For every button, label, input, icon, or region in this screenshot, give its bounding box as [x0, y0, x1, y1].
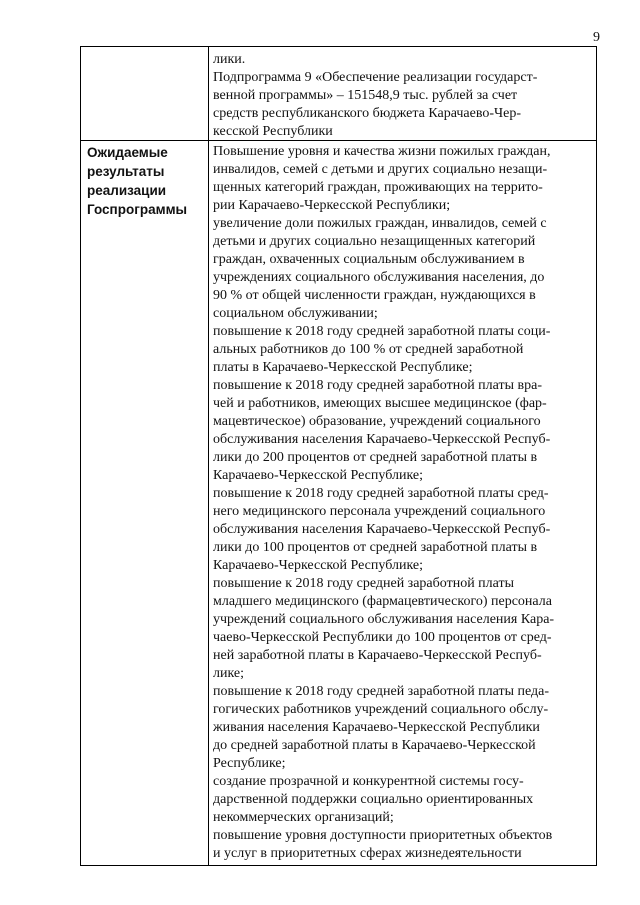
program-table — [80, 46, 597, 866]
row2-line: ней заработной платы в Карачаево-Черкесской Респуб- — [213, 648, 542, 663]
row2-line: 90 % от общей численности граждан, нуждающихся в — [213, 288, 536, 303]
row2-line: дарственной поддержки социально ориентированных — [213, 792, 534, 807]
row2-line: мацевтическое) образование, учреждений социального — [213, 414, 541, 429]
row1-line: средств республиканского бюджета Карачаево-Чер- — [213, 106, 521, 121]
row2-line: Карачаево-Черкесской Республике; — [213, 558, 423, 573]
row2-line: и услуг в приоритетных сферах жизнедеятельности — [213, 846, 522, 861]
row2-line: младшего медицинского (фармацевтического) персонала — [213, 594, 552, 609]
row2-line: детьми и других социально незащищенных категорий — [213, 234, 536, 249]
row2-line: повышение к 2018 году средней заработной платы — [213, 576, 515, 591]
row2-line: граждан, охваченных социальным обслуживанием в — [213, 252, 525, 267]
row2-line: Карачаево-Черкесской Республике; — [213, 468, 423, 483]
row2-line: рии Карачаево-Черкесской Республики; — [213, 198, 451, 213]
row2-line: Республике; — [213, 756, 286, 771]
row2-line: щенных категорий граждан, проживающих на террито- — [213, 180, 543, 195]
row2-line: лики до 200 процентов от средней заработной платы в — [213, 450, 538, 465]
row2-label — [87, 143, 205, 219]
row2-line: учреждений социального обслуживания населения Кара- — [213, 612, 555, 627]
label-line: результаты — [87, 164, 165, 179]
row2-line: лики до 100 процентов от средней заработной платы в — [213, 540, 538, 555]
row2-line: создание прозрачной и конкурентной системы госу- — [213, 774, 524, 789]
row2-line: повышение к 2018 году средней заработной платы соци- — [213, 324, 551, 339]
row2-line: альных работников до 100 % от средней заработной — [213, 342, 524, 357]
row2-content — [213, 143, 591, 863]
row1-content — [213, 51, 591, 141]
row2-line: до средней заработной платы в Карачаево-Черкесской — [213, 738, 536, 753]
row2-line: повышение к 2018 году средней заработной платы вра- — [213, 378, 543, 393]
row2-line: социальном обслуживании; — [213, 306, 378, 321]
row2-line: платы в Карачаево-Черкесской Республике; — [213, 360, 473, 375]
page-number: 9 — [593, 30, 600, 45]
row2-line: учреждениях социального обслуживания населения, до — [213, 270, 545, 285]
row2-line: повышение уровня доступности приоритетных объектов — [213, 828, 553, 843]
row2-line: чаево-Черкесской Республики до 100 процентов от сред- — [213, 630, 552, 645]
row2-line: живания населения Карачаево-Черкесской Республики — [213, 720, 540, 735]
row1-line: венной программы» – 151548,9 тыс. рублей за счет — [213, 88, 518, 103]
column-divider — [208, 47, 209, 865]
row2-line: повышение к 2018 году средней заработной платы педа- — [213, 684, 550, 699]
row2-line: Повышение уровня и качества жизни пожилых граждан, — [213, 144, 551, 159]
row1-line: лики. — [213, 52, 246, 67]
row2-line: обслуживания населения Карачаево-Черкесской Респуб- — [213, 522, 551, 537]
label-line: Госпрограммы — [87, 202, 188, 217]
row2-line: обслуживания населения Карачаево-Черкесской Респуб- — [213, 432, 551, 447]
label-line: реализации — [87, 183, 167, 198]
row2-line: повышение к 2018 году средней заработной платы сред- — [213, 486, 549, 501]
label-line: Ожидаемые — [87, 145, 168, 160]
row2-line: чей и работников, имеющих высшее медицинское (фар- — [213, 396, 547, 411]
row2-line: него медицинского персонала учреждений социального — [213, 504, 546, 519]
row2-line: некоммерческих организаций; — [213, 810, 394, 825]
row2-line: лике; — [213, 666, 245, 681]
row2-line: инвалидов, семей с детьми и других социально незащи- — [213, 162, 548, 177]
row2-line: гогических работников учреждений социального обслу- — [213, 702, 549, 717]
row2-line: увеличение доли пожилых граждан, инвалидов, семей с — [213, 216, 547, 231]
row1-line: Подпрограмма 9 «Обеспечение реализации государст- — [213, 70, 538, 85]
row1-line: кесской Республики — [213, 124, 333, 139]
